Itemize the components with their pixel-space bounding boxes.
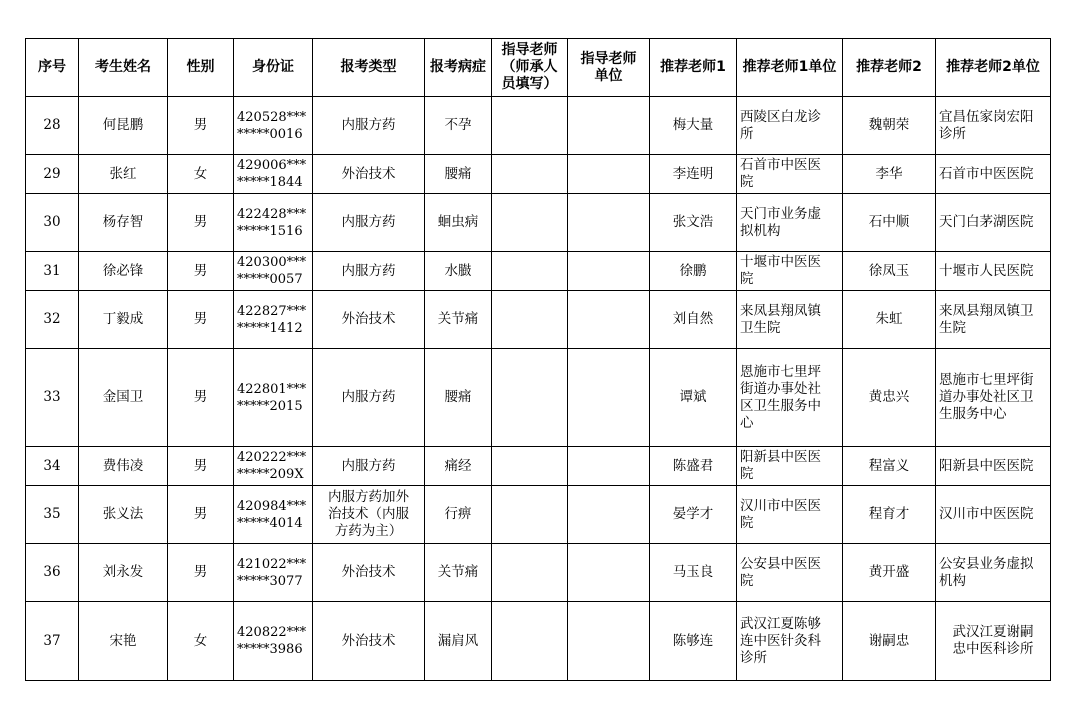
cell-mentor-unit — [568, 194, 650, 252]
cell-ref1-unit: 阳新县中医医 院 — [737, 447, 843, 486]
cell-seq: 30 — [26, 194, 79, 252]
cell-ref1: 谭斌 — [650, 349, 737, 447]
cell-ref1-unit: 公安县中医医 院 — [737, 544, 843, 602]
header-mentor-unit: 指导老师 单位 — [568, 39, 650, 97]
cell-mentor-unit — [568, 486, 650, 544]
cell-type: 外治技术 — [313, 544, 425, 602]
cell-ref2: 徐凤玉 — [843, 252, 936, 291]
cell-gender: 男 — [168, 291, 234, 349]
cell-ref2-unit: 汉川市中医医院 — [936, 486, 1051, 544]
cell-mentor — [492, 194, 568, 252]
cell-mentor — [492, 602, 568, 681]
header-ref2: 推荐老师2 — [843, 39, 936, 97]
cell-ref2: 程富义 — [843, 447, 936, 486]
cell-name: 金国卫 — [79, 349, 168, 447]
cell-ref1: 梅大量 — [650, 97, 737, 155]
cell-ref1: 李连明 — [650, 155, 737, 194]
cell-mentor — [492, 97, 568, 155]
cell-ref2-unit: 十堰市人民医院 — [936, 252, 1051, 291]
cell-gender: 男 — [168, 486, 234, 544]
cell-ref2: 李华 — [843, 155, 936, 194]
cell-mentor-unit — [568, 252, 650, 291]
header-ref1-unit: 推荐老师1单位 — [737, 39, 843, 97]
cell-type: 外治技术 — [313, 602, 425, 681]
header-mentor: 指导老师 （师承人 员填写） — [492, 39, 568, 97]
cell-name: 徐必锋 — [79, 252, 168, 291]
cell-name: 费伟凌 — [79, 447, 168, 486]
header-seq: 序号 — [26, 39, 79, 97]
cell-id: 420222*** *****209X — [234, 447, 313, 486]
table-row — [26, 291, 1051, 349]
cell-type: 外治技术 — [313, 291, 425, 349]
cell-mentor-unit — [568, 155, 650, 194]
cell-id: 420528*** *****0016 — [234, 97, 313, 155]
cell-ref1-unit: 天门市业务虚 拟机构 — [737, 194, 843, 252]
cell-ref2: 黄忠兴 — [843, 349, 936, 447]
cell-seq: 36 — [26, 544, 79, 602]
cell-disease: 腰痛 — [425, 349, 492, 447]
cell-ref1: 陈盛君 — [650, 447, 737, 486]
header-id: 身份证 — [234, 39, 313, 97]
cell-mentor — [492, 544, 568, 602]
header-disease: 报考病症 — [425, 39, 492, 97]
cell-gender: 男 — [168, 349, 234, 447]
cell-ref2-unit: 武汉江夏谢嗣 忠中医科诊所 — [936, 602, 1051, 681]
cell-mentor — [492, 349, 568, 447]
cell-ref2: 石中顺 — [843, 194, 936, 252]
cell-name: 张红 — [79, 155, 168, 194]
cell-ref1-unit: 西陵区白龙诊 所 — [737, 97, 843, 155]
cell-mentor-unit — [568, 447, 650, 486]
candidate-table — [25, 38, 1051, 681]
cell-name: 何昆鹏 — [79, 97, 168, 155]
cell-type: 内服方药 — [313, 194, 425, 252]
cell-ref2-unit: 石首市中医医院 — [936, 155, 1051, 194]
cell-type: 内服方药加外 治技术（内服 方药为主） — [313, 486, 425, 544]
header-ref1: 推荐老师1 — [650, 39, 737, 97]
cell-gender: 男 — [168, 252, 234, 291]
cell-ref1: 张文浩 — [650, 194, 737, 252]
cell-disease: 蛔虫病 — [425, 194, 492, 252]
cell-ref1-unit: 十堰市中医医 院 — [737, 252, 843, 291]
cell-gender: 男 — [168, 194, 234, 252]
cell-ref2: 黄开盛 — [843, 544, 936, 602]
cell-ref2: 谢嗣忠 — [843, 602, 936, 681]
cell-ref2: 魏朝荣 — [843, 97, 936, 155]
header-name: 考生姓名 — [79, 39, 168, 97]
cell-disease: 不孕 — [425, 97, 492, 155]
cell-mentor-unit — [568, 544, 650, 602]
cell-name: 宋艳 — [79, 602, 168, 681]
cell-ref1: 陈够连 — [650, 602, 737, 681]
cell-mentor — [492, 252, 568, 291]
cell-mentor-unit — [568, 349, 650, 447]
cell-disease: 漏肩风 — [425, 602, 492, 681]
table-row — [26, 194, 1051, 252]
header-ref2-unit: 推荐老师2单位 — [936, 39, 1051, 97]
table-row — [26, 486, 1051, 544]
header-gender: 性别 — [168, 39, 234, 97]
cell-type: 内服方药 — [313, 447, 425, 486]
cell-id: 422801*** *****2015 — [234, 349, 313, 447]
cell-gender: 男 — [168, 447, 234, 486]
cell-gender: 男 — [168, 97, 234, 155]
table-row — [26, 252, 1051, 291]
cell-ref1: 徐鹏 — [650, 252, 737, 291]
cell-type: 外治技术 — [313, 155, 425, 194]
cell-disease: 腰痛 — [425, 155, 492, 194]
cell-mentor — [492, 291, 568, 349]
cell-type: 内服方药 — [313, 349, 425, 447]
cell-name: 丁毅成 — [79, 291, 168, 349]
header-row — [26, 39, 1051, 97]
cell-id: 420300*** *****0057 — [234, 252, 313, 291]
table-row — [26, 155, 1051, 194]
cell-seq: 29 — [26, 155, 79, 194]
cell-name: 杨存智 — [79, 194, 168, 252]
cell-mentor — [492, 447, 568, 486]
cell-ref2-unit: 恩施市七里坪街 道办事处社区卫 生服务中心 — [936, 349, 1051, 447]
cell-ref2: 程育才 — [843, 486, 936, 544]
cell-seq: 31 — [26, 252, 79, 291]
cell-mentor — [492, 155, 568, 194]
cell-seq: 33 — [26, 349, 79, 447]
cell-ref1-unit: 恩施市七里坪 街道办事处社 区卫生服务中 心 — [737, 349, 843, 447]
cell-seq: 32 — [26, 291, 79, 349]
cell-id: 421022*** *****3077 — [234, 544, 313, 602]
cell-seq: 37 — [26, 602, 79, 681]
cell-gender: 女 — [168, 602, 234, 681]
header-type: 报考类型 — [313, 39, 425, 97]
cell-mentor-unit — [568, 602, 650, 681]
cell-mentor-unit — [568, 97, 650, 155]
table-row — [26, 349, 1051, 447]
cell-ref2-unit: 阳新县中医医院 — [936, 447, 1051, 486]
cell-gender: 男 — [168, 544, 234, 602]
table-row — [26, 97, 1051, 155]
cell-id: 420984*** *****4014 — [234, 486, 313, 544]
cell-id: 422428*** *****1516 — [234, 194, 313, 252]
cell-name: 刘永发 — [79, 544, 168, 602]
cell-name: 张义法 — [79, 486, 168, 544]
cell-ref2-unit: 来凤县翔凤镇卫 生院 — [936, 291, 1051, 349]
cell-id: 422827*** *****1412 — [234, 291, 313, 349]
cell-disease: 水臌 — [425, 252, 492, 291]
cell-disease: 关节痛 — [425, 544, 492, 602]
cell-ref1: 刘自然 — [650, 291, 737, 349]
table-row — [26, 544, 1051, 602]
cell-ref1: 马玉良 — [650, 544, 737, 602]
cell-disease: 行痹 — [425, 486, 492, 544]
cell-id: 420822*** *****3986 — [234, 602, 313, 681]
cell-ref1-unit: 汉川市中医医 院 — [737, 486, 843, 544]
table-row — [26, 447, 1051, 486]
cell-mentor — [492, 486, 568, 544]
cell-disease: 关节痛 — [425, 291, 492, 349]
cell-mentor-unit — [568, 291, 650, 349]
cell-gender: 女 — [168, 155, 234, 194]
cell-seq: 34 — [26, 447, 79, 486]
cell-ref2-unit: 天门白茅湖医院 — [936, 194, 1051, 252]
cell-id: 429006*** *****1844 — [234, 155, 313, 194]
cell-ref1-unit: 武汉江夏陈够 连中医针灸科 诊所 — [737, 602, 843, 681]
cell-ref2: 朱虹 — [843, 291, 936, 349]
cell-ref2-unit: 公安县业务虚拟 机构 — [936, 544, 1051, 602]
cell-seq: 35 — [26, 486, 79, 544]
cell-ref1-unit: 石首市中医医 院 — [737, 155, 843, 194]
cell-seq: 28 — [26, 97, 79, 155]
cell-ref1-unit: 来凤县翔凤镇 卫生院 — [737, 291, 843, 349]
cell-ref1: 晏学才 — [650, 486, 737, 544]
cell-disease: 痛经 — [425, 447, 492, 486]
cell-type: 内服方药 — [313, 252, 425, 291]
cell-ref2-unit: 宜昌伍家岗宏阳 诊所 — [936, 97, 1051, 155]
cell-type: 内服方药 — [313, 97, 425, 155]
table-row — [26, 602, 1051, 681]
